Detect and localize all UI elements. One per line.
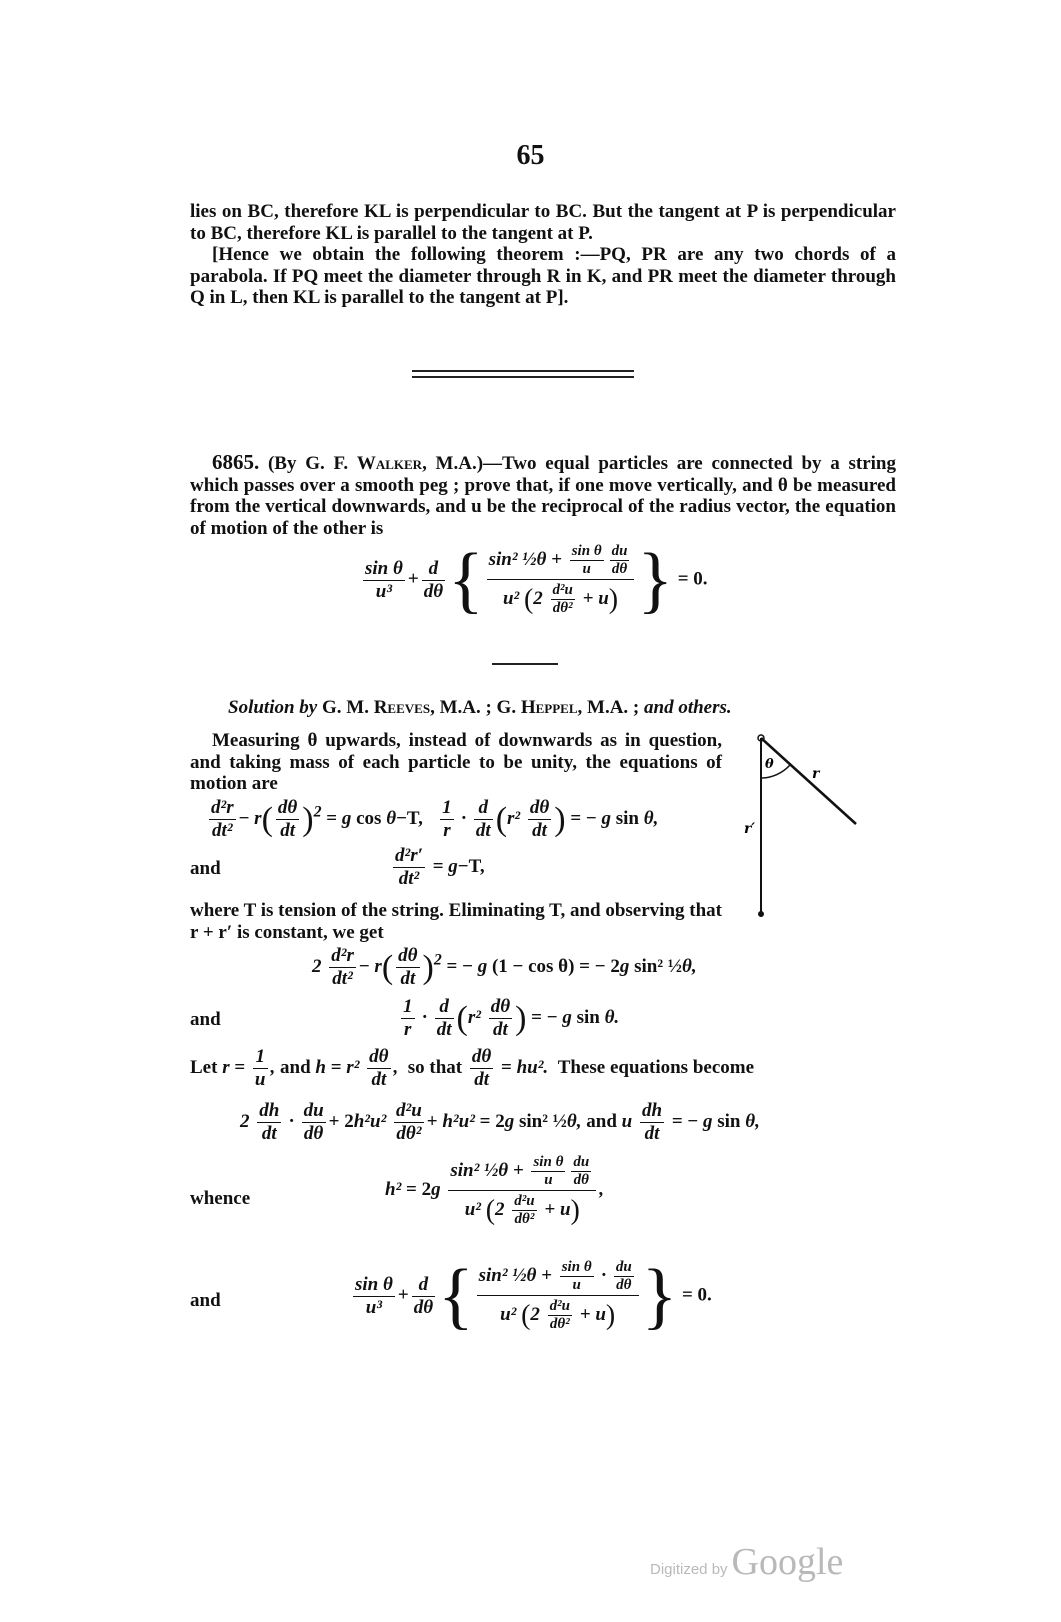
r-prime-label: r′ (744, 821, 756, 837)
substitution-line: Let r = $\frac{1}{u}$ , and h = r² $\frac{d\theta}{dt}$ , so that $\frac{d\theta}{dt}$ = hu². These equations become (190, 1046, 755, 1090)
theorem-paragraph: [Hence we obtain the following theorem :—PQ, PR are any two chords of a parabola. If PQ meet the diameter through R in K, and PR meet the diameter through Q in L, then KL is parallel to the tangent at P]. (190, 244, 896, 308)
label-and-3: and (190, 1290, 221, 1311)
solution-byline (228, 697, 732, 719)
eliminated-equation: 2 $\frac{\text{d²r}}{\text{dt²}}$ − r( $\frac{d\theta}{dt}$ )$^2$ = − g (1 − cos θ) = − 2g sin² ½θ, (312, 945, 697, 989)
question-equation: $\frac{\text{sin θ}}{\text{u³}}$ + $\frac{d}{d\theta}$ { sin² ½θ + $\frac{\text{sin θ}}{u}$ $\frac{du}{d\theta}$ u² (2 $\frac{\text{d²u}}{\text{dθ²}}$ + u) } = 0. (365, 539, 708, 621)
section-divider-top (412, 370, 634, 372)
solution-by: Solution by (228, 697, 318, 718)
pulley-diagram (740, 728, 870, 928)
question-number: 6865. (212, 450, 260, 474)
section-divider-bottom (412, 376, 634, 378)
google-logo-text: Google (731, 1541, 844, 1583)
solver-1: Reeves (373, 697, 431, 718)
solver-2-close: , M.A. ; (577, 697, 644, 718)
previous-solution-end (190, 201, 896, 309)
page-number: 65 (516, 140, 545, 171)
question-author: Walker (356, 453, 423, 474)
label-and-1: and (190, 858, 221, 879)
label-whence: whence (190, 1188, 251, 1209)
digitized-by-text: Digitized by (650, 1561, 728, 1578)
label-these-equations: These equations become (557, 1056, 755, 1078)
motion-equations: $\frac{\text{d²r}}{\text{dt²}}$ − r( $\frac{d\theta}{dt}$ )$^2$ = g cos θ−T, $\frac{1}{r}$ · $\frac{d}{dt}$ (r² $\frac{d\theta}{dt}$ ) = − g sin θ, (211, 797, 659, 841)
solver-2: Heppel (520, 697, 578, 718)
digitized-by-google-watermark (650, 1540, 843, 1584)
label-let: Let (190, 1056, 218, 1078)
short-divider (492, 663, 558, 665)
theta-label: θ (765, 757, 774, 772)
question-author-close: , M.A.) (422, 453, 484, 474)
question-text: —Two equal particles are connected by a string which passes over a smooth peg ; prove that, if one move vertically, and θ be measured from the vertical downwards, and u be the reciprocal of the radius vector, the equation of motion of the other is (190, 453, 896, 539)
solver-1-close: , M.A. ; G. (430, 697, 521, 718)
question-6865 (190, 452, 896, 539)
solution-intro: Measuring θ upwards, instead of downwards as in question, and taking mass of each particle to be unity, the equations of motion are (190, 730, 722, 794)
particle (758, 911, 764, 917)
prev-solution-line: lies on BC, therefore KL is perpendicular to BC. But the tangent at P is perpendicular to BC, therefore KL is parallel to the tangent at P. (190, 201, 896, 244)
question-author-open: (By G. F. (267, 453, 357, 474)
inclined-string (761, 738, 856, 824)
solver-1-open: G. M. (321, 697, 374, 718)
label-and-2: and (190, 1009, 221, 1030)
tension-paragraph: where T is tension of the string. Eliminating T, and observing that r + r′ is constant, we get (190, 900, 722, 943)
h-squared-equation: h² = 2g sin² ½θ + $\frac{\text{sin θ}}{u}$ $\frac{du}{d\theta}$ u² (2 $\frac{\text{d²u}}{\text{dθ²}}$ + u) , (385, 1152, 604, 1230)
transformed-equations: 2 $\frac{dh}{dt}$ · $\frac{du}{d\theta}$ + 2h²u² $\frac{\text{d²u}}{\text{dθ²}}$ + h²u² = 2g sin² ½θ, and u $\frac{dh}{dt}$ = − g sin θ, (240, 1100, 760, 1144)
solution-others: and others. (644, 697, 732, 718)
final-equation: $\frac{\text{sin θ}}{\text{u³}}$ + $\frac{d}{d\theta}$ { sin² ½θ + $\frac{\text{sin θ}}{u}$ · $\frac{du}{d\theta}$ u² (2 $\frac{\text{d²u}}{\text{dθ²}}$ + u) } = 0. (355, 1255, 712, 1337)
angular-equation: $\frac{1}{r}$ · $\frac{d}{dt}$ (r² $\frac{d\theta}{dt}$ ) = − g sin θ. (403, 996, 620, 1040)
second-particle-equation: $\frac{\text{d²r′}}{\text{dt²}}$ = g−T, (395, 845, 485, 889)
r-label: r (812, 766, 820, 782)
